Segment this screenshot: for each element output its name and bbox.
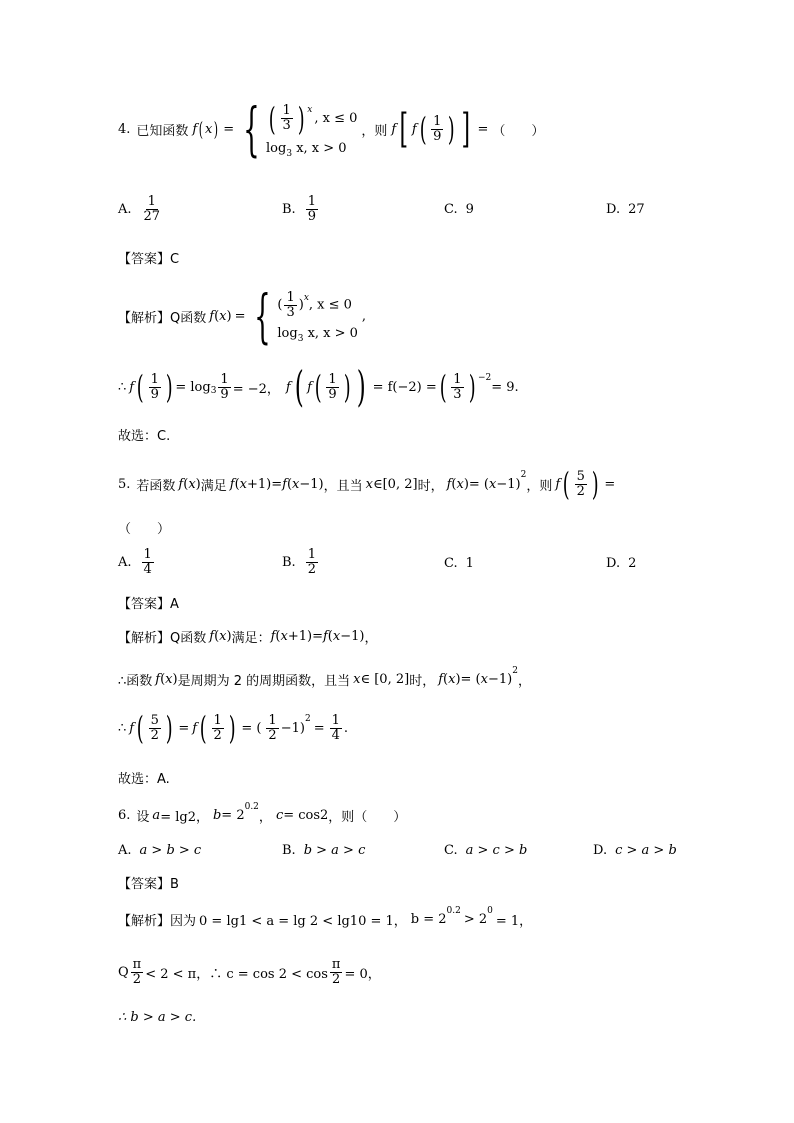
option-b: B. $\frac{1}{2}$ <box>282 547 316 577</box>
option-b: B. b > a > c <box>282 843 366 858</box>
conclusion: 故选：C. <box>118 429 171 444</box>
analysis-line: 【解析】 Q函数 f ( x ) 满足： f ( x +1 ) = f ( x −1 ) ， <box>118 629 378 646</box>
answer-label: 【答案】B <box>118 877 179 892</box>
analysis-line: ∴函数 f ( x ) 是周期为 2 的周期函数，且当 x ∈ [0, 2] 时， f ( x ) = ( x −1) 2 ， <box>118 665 531 689</box>
answer-blank: （ ） <box>492 123 545 139</box>
option-d: D. 2 <box>606 556 637 571</box>
answer-blank: （ ） <box>118 522 171 537</box>
option-c: C. 1 <box>444 556 474 571</box>
question-text: 已知函数 <box>136 123 189 139</box>
analysis-line: ∴ f ( $\frac{5}{2}$ ) = f ( $\frac{1}{2}$ ) = ( $\frac{1}{2}$ −1) 2 = $\frac{1}{4}$ . <box>118 709 349 747</box>
option-a: A. a > b > c <box>118 843 202 858</box>
analysis-line: 【解析】 因为 0 = lg1 < a = lg 2 < lg10 = 1， b = 2 0.2 > 2 0 = 1， <box>118 905 533 929</box>
option-c: C. 9 <box>444 202 474 217</box>
option-c: C. a > c > b <box>444 843 528 858</box>
conclusion: 故选：A. <box>118 772 170 787</box>
answer-label: 【答案】A <box>118 597 179 612</box>
analysis-line: ∴ f ( $\frac{1}{9}$ ) = log 3 $\frac{1}{9}$ = −2， f ( f ( $\frac{1}{9}$ ) ) = f(−2) = ( $\frac{1}{3}$ ) −2 = 9. <box>118 362 519 411</box>
analysis-line: ∴ b > a > c. <box>118 1010 197 1025</box>
q6-stem: 6. 设 a = lg2， b = 2 0.2 ， c = cos2 ，则（ ） <box>118 801 407 825</box>
q4-stem: 4. 已知函数 f ( x ) = { ( $\frac{1}{3}$ ) x , x ≤ 0 $\log_3 x$, x > 0 ，则 f [ f ( $\frac{1}{9}$ ) ] = （ ） <box>118 95 545 163</box>
q5-stem: 5. 若函数 f ( x ) 满足 f ( x +1 ) = f ( x −1 ) ，且当 x ∈ [0, 2] 时， f ( x ) = ( x −1) 2 ，则 f ( $\frac{5}{2}$ ) = <box>118 465 616 503</box>
option-d: D. 27 <box>606 202 645 217</box>
option-d: D. c > a > b <box>593 843 677 858</box>
option-b: B. $\frac{1}{9}$ <box>282 194 316 224</box>
question-number: 4. <box>118 121 131 137</box>
option-a: A. $\frac{1}{27}$ <box>118 194 161 224</box>
analysis-line: Q $\frac{\pi}{2}$ < 2 < π，∴ c = cos 2 < cos $\frac{\pi}{2}$ = 0， <box>118 957 381 987</box>
piecewise-cases: ( $\frac{1}{3}$ ) x , x ≤ 0 $\log_3 x$, x > 0 <box>266 99 358 159</box>
answer-label: 【答案】C <box>118 252 180 267</box>
analysis-line: 【解析】 Q函数 f ( x ) = { ( $\frac{1}{3}$ )$^x$, x ≤ 0 $\log_3 x$, x > 0 , <box>118 282 367 350</box>
option-a: A. $\frac{1}{4}$ <box>118 547 152 577</box>
piecewise-brace: { <box>243 95 260 163</box>
